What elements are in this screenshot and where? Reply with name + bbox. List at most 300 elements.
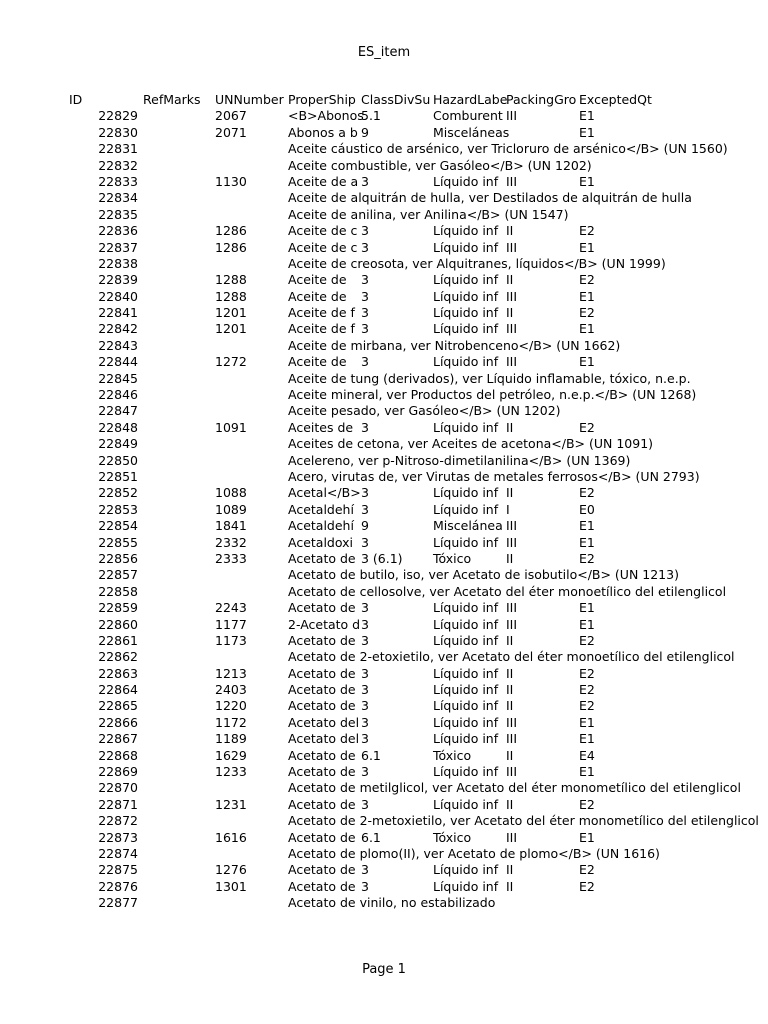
cell-id: 22876 <box>98 878 138 894</box>
cell-exceptedqty: E1 <box>579 731 595 747</box>
cell-classdivsub: 6.1 <box>361 829 381 845</box>
cell-propership: Acelereno, ver p-Nitroso-dimetilanilina</B> (UN 1369) <box>288 452 631 468</box>
cell-unnumber: 1288 <box>215 272 247 288</box>
table-row <box>0 305 768 321</box>
table-row <box>0 879 768 895</box>
cell-id: 22829 <box>98 108 138 124</box>
table-row <box>0 403 768 419</box>
cell-exceptedqty: E2 <box>579 682 595 698</box>
table-row <box>0 617 768 633</box>
cell-exceptedqty: E2 <box>579 419 595 435</box>
cell-classdivsub: 3 <box>361 665 369 681</box>
table-row <box>0 567 768 583</box>
cell-propership: Acetato de 2-metoxietilo, ver Acetato del éter monometílico del etilenglicol <box>288 813 759 829</box>
cell-exceptedqty: E1 <box>579 173 595 189</box>
cell-packinggroup: III <box>506 288 518 304</box>
cell-id: 22867 <box>98 731 138 747</box>
cell-id: 22864 <box>98 682 138 698</box>
cell-unnumber: 1130 <box>215 173 247 189</box>
cell-unnumber: 1201 <box>215 305 247 321</box>
cell-id: 22838 <box>98 255 138 271</box>
cell-unnumber: 1276 <box>215 862 247 878</box>
table-row <box>0 633 768 649</box>
cell-packinggroup: III <box>506 714 518 730</box>
cell-classdivsub: 3 <box>361 321 369 337</box>
cell-classdivsub: 3 <box>361 616 369 632</box>
cell-id: 22862 <box>98 649 138 665</box>
cell-hazardlabel: Líquido inf <box>433 288 499 304</box>
cell-packinggroup: III <box>506 600 518 616</box>
cell-propership: Acetato de cellosolve, ver Acetato del éter monoetílico del etilenglicol <box>288 583 727 599</box>
cell-propership: Acero, virutas de, ver Virutas de metales ferrosos</B> (UN 2793) <box>288 468 700 484</box>
table-row <box>0 485 768 501</box>
cell-exceptedqty: E1 <box>579 239 595 255</box>
cell-hazardlabel: Miscelánea <box>433 518 503 534</box>
cell-id: 22859 <box>98 600 138 616</box>
cell-propership: Acetato de butilo, iso, ver Acetato de isobutilo</B> (UN 1213) <box>288 567 679 583</box>
cell-unnumber: 1301 <box>215 878 247 894</box>
cell-hazardlabel: Líquido inf <box>433 616 499 632</box>
cell-classdivsub: 3 <box>361 239 369 255</box>
table-row <box>0 682 768 698</box>
table-row <box>0 141 768 157</box>
table-row <box>0 584 768 600</box>
cell-propership: Aceite de c <box>288 223 358 239</box>
header-exceptedqty: ExceptedQt <box>579 92 652 107</box>
cell-propership: Aceite de <box>288 288 347 304</box>
cell-hazardlabel: Líquido inf <box>433 731 499 747</box>
cell-unnumber: 2243 <box>215 600 247 616</box>
cell-hazardlabel: Líquido inf <box>433 796 499 812</box>
cell-propership: <B>Abonos <box>288 108 364 124</box>
cell-id: 22837 <box>98 239 138 255</box>
cell-packinggroup: II <box>506 796 514 812</box>
cell-packinggroup: III <box>506 239 518 255</box>
header-hazardlabel: HazardLabe <box>433 92 508 107</box>
table-row <box>0 272 768 288</box>
cell-packinggroup: III <box>506 534 518 550</box>
cell-unnumber: 1288 <box>215 288 247 304</box>
cell-id: 22851 <box>98 468 138 484</box>
cell-hazardlabel: Líquido inf <box>433 862 499 878</box>
cell-id: 22840 <box>98 288 138 304</box>
cell-hazardlabel: Líquido inf <box>433 321 499 337</box>
cell-exceptedqty: E2 <box>579 305 595 321</box>
cell-id: 22845 <box>98 370 138 386</box>
document-title: ES_item <box>357 45 411 60</box>
table-row <box>0 715 768 731</box>
cell-id: 22875 <box>98 862 138 878</box>
cell-hazardlabel: Líquido inf <box>433 305 499 321</box>
table-row <box>0 125 768 141</box>
cell-classdivsub: 3 <box>361 419 369 435</box>
cell-exceptedqty: E1 <box>579 829 595 845</box>
cell-classdivsub: 3 <box>361 485 369 501</box>
cell-unnumber: 1841 <box>215 518 247 534</box>
cell-unnumber: 1172 <box>215 714 247 730</box>
table-row <box>0 256 768 272</box>
cell-id: 22857 <box>98 567 138 583</box>
cell-unnumber: 1089 <box>215 501 247 517</box>
cell-classdivsub: 3 <box>361 501 369 517</box>
table-row <box>0 797 768 813</box>
cell-id: 22868 <box>98 747 138 763</box>
cell-packinggroup: II <box>506 305 514 321</box>
cell-exceptedqty: E2 <box>579 272 595 288</box>
cell-packinggroup: II <box>506 878 514 894</box>
cell-hazardlabel: Líquido inf <box>433 239 499 255</box>
cell-classdivsub: 3 <box>361 173 369 189</box>
cell-packinggroup: II <box>506 419 514 435</box>
cell-id: 22833 <box>98 173 138 189</box>
cell-propership: Aceite de tung (derivados), ver Líquido inflamable, tóxico, n.e.p. <box>288 370 691 386</box>
cell-id: 22858 <box>98 583 138 599</box>
cell-packinggroup: II <box>506 682 514 698</box>
table-row <box>0 830 768 846</box>
cell-propership: Abonos a b <box>288 124 358 140</box>
cell-id: 22863 <box>98 665 138 681</box>
item-table <box>0 92 768 912</box>
cell-exceptedqty: E2 <box>579 665 595 681</box>
cell-classdivsub: 6.1 <box>361 747 381 763</box>
cell-propership: Acetal</B> <box>288 485 361 501</box>
cell-hazardlabel: Líquido inf <box>433 698 499 714</box>
cell-exceptedqty: E1 <box>579 288 595 304</box>
cell-propership: Aceite pesado, ver Gasóleo</B> (UN 1202) <box>288 403 561 419</box>
cell-propership: Acetato de <box>288 764 356 780</box>
cell-classdivsub: 3 <box>361 223 369 239</box>
cell-propership: Acetato de plomo(II), ver Acetato de plomo</B> (UN 1616) <box>288 845 660 861</box>
cell-unnumber: 2332 <box>215 534 247 550</box>
cell-exceptedqty: E2 <box>579 862 595 878</box>
cell-packinggroup: III <box>506 108 518 124</box>
cell-unnumber: 1272 <box>215 354 247 370</box>
cell-exceptedqty: E1 <box>579 714 595 730</box>
cell-classdivsub: 3 <box>361 731 369 747</box>
cell-propership: Aceite de alquitrán de hulla, ver Destilados de alquitrán de hulla <box>288 190 692 206</box>
header-unnumber: UNNumber <box>215 92 284 107</box>
cell-propership: Acetato de <box>288 600 356 616</box>
cell-propership: Acetaldehí <box>288 518 354 534</box>
cell-packinggroup: II <box>506 698 514 714</box>
cell-id: 22877 <box>98 895 138 911</box>
cell-id: 22846 <box>98 387 138 403</box>
header-propership: ProperShip <box>288 92 356 107</box>
cell-id: 22844 <box>98 354 138 370</box>
cell-propership: Acetato de 2-etoxietilo, ver Acetato del éter monoetílico del etilenglicol <box>288 649 735 665</box>
table-header-row <box>0 92 768 108</box>
cell-id: 22874 <box>98 845 138 861</box>
table-row <box>0 764 768 780</box>
cell-propership: Acetato del <box>288 714 360 730</box>
cell-id: 22843 <box>98 337 138 353</box>
cell-hazardlabel: Líquido inf <box>433 878 499 894</box>
header-packinggroup: PackingGro <box>506 92 577 107</box>
table-row <box>0 748 768 764</box>
cell-exceptedqty: E1 <box>579 321 595 337</box>
cell-id: 22872 <box>98 813 138 829</box>
table-row <box>0 453 768 469</box>
cell-packinggroup: I <box>506 501 510 517</box>
cell-id: 22834 <box>98 190 138 206</box>
cell-unnumber: 2071 <box>215 124 247 140</box>
cell-propership: Aceites de cetona, ver Aceites de acetona</B> (UN 1091) <box>288 436 654 452</box>
cell-propership: Aceite de <box>288 354 347 370</box>
header-id: ID <box>69 92 83 107</box>
cell-hazardlabel: Líquido inf <box>433 223 499 239</box>
cell-packinggroup: III <box>506 616 518 632</box>
cell-id: 22860 <box>98 616 138 632</box>
table-row <box>0 666 768 682</box>
cell-unnumber: 1286 <box>215 223 247 239</box>
cell-exceptedqty: E1 <box>579 354 595 370</box>
cell-propership: Acetato de <box>288 796 356 812</box>
cell-classdivsub: 3 <box>361 698 369 714</box>
cell-propership: Aceite de anilina, ver Anilina</B> (UN 1547) <box>288 206 569 222</box>
cell-unnumber: 1177 <box>215 616 247 632</box>
cell-hazardlabel: Líquido inf <box>433 764 499 780</box>
cell-exceptedqty: E2 <box>579 632 595 648</box>
cell-propership: Acetato de <box>288 747 356 763</box>
cell-id: 22865 <box>98 698 138 714</box>
cell-unnumber: 1201 <box>215 321 247 337</box>
cell-packinggroup: II <box>506 632 514 648</box>
table-row <box>0 207 768 223</box>
table-row <box>0 469 768 485</box>
cell-packinggroup: II <box>506 550 514 566</box>
table-row <box>0 600 768 616</box>
table-row <box>0 108 768 124</box>
cell-exceptedqty: E2 <box>579 485 595 501</box>
cell-id: 22870 <box>98 780 138 796</box>
cell-hazardlabel: Líquido inf <box>433 632 499 648</box>
cell-classdivsub: 3 <box>361 796 369 812</box>
cell-packinggroup: II <box>506 485 514 501</box>
cell-exceptedqty: E0 <box>579 501 595 517</box>
cell-propership: Aceite de f <box>288 305 355 321</box>
cell-id: 22848 <box>98 419 138 435</box>
cell-exceptedqty: E1 <box>579 124 595 140</box>
cell-hazardlabel: Tóxico <box>433 550 472 566</box>
cell-exceptedqty: E1 <box>579 616 595 632</box>
cell-packinggroup: III <box>506 321 518 337</box>
cell-unnumber: 2333 <box>215 550 247 566</box>
table-row <box>0 518 768 534</box>
cell-classdivsub: 3 <box>361 764 369 780</box>
cell-packinggroup: III <box>506 731 518 747</box>
header-classdivsub: ClassDivSu <box>361 92 431 107</box>
cell-packinggroup: III <box>506 518 518 534</box>
cell-id: 22831 <box>98 141 138 157</box>
cell-packinggroup: III <box>506 764 518 780</box>
cell-hazardlabel: Tóxico <box>433 747 472 763</box>
cell-propership: Acetato de <box>288 632 356 648</box>
cell-unnumber: 1231 <box>215 796 247 812</box>
cell-propership: Acetato de <box>288 682 356 698</box>
cell-propership: Acetato de <box>288 829 356 845</box>
cell-unnumber: 1189 <box>215 731 247 747</box>
cell-classdivsub: 3 <box>361 862 369 878</box>
cell-hazardlabel: Líquido inf <box>433 173 499 189</box>
cell-classdivsub: 3 <box>361 534 369 550</box>
cell-exceptedqty: E2 <box>579 878 595 894</box>
cell-hazardlabel: Comburent <box>433 108 503 124</box>
cell-hazardlabel: Líquido inf <box>433 419 499 435</box>
cell-id: 22852 <box>98 485 138 501</box>
cell-id: 22853 <box>98 501 138 517</box>
cell-propership: Acetato de <box>288 698 356 714</box>
cell-hazardlabel: Misceláneas <box>433 124 510 140</box>
cell-packinggroup: III <box>506 829 518 845</box>
cell-id: 22832 <box>98 157 138 173</box>
cell-classdivsub: 3 <box>361 714 369 730</box>
cell-id: 22854 <box>98 518 138 534</box>
cell-id: 22871 <box>98 796 138 812</box>
cell-hazardlabel: Líquido inf <box>433 485 499 501</box>
table-row <box>0 551 768 567</box>
table-row <box>0 338 768 354</box>
cell-propership: Acetato de <box>288 878 356 894</box>
table-row <box>0 354 768 370</box>
cell-hazardlabel: Líquido inf <box>433 714 499 730</box>
table-row <box>0 698 768 714</box>
cell-id: 22847 <box>98 403 138 419</box>
page-number: Page 1 <box>362 962 406 977</box>
cell-propership: Aceite cáustico de arsénico, ver Tricloruro de arsénico</B> (UN 1560) <box>288 141 728 157</box>
cell-exceptedqty: E1 <box>579 518 595 534</box>
cell-packinggroup: III <box>506 173 518 189</box>
cell-classdivsub: 3 <box>361 272 369 288</box>
cell-unnumber: 1220 <box>215 698 247 714</box>
cell-classdivsub: 9 <box>361 518 369 534</box>
table-row <box>0 649 768 665</box>
table-row <box>0 321 768 337</box>
cell-propership: Aceite de <box>288 272 347 288</box>
table-row <box>0 223 768 239</box>
cell-classdivsub: 3 <box>361 878 369 894</box>
table-row <box>0 731 768 747</box>
cell-classdivsub: 3 <box>361 305 369 321</box>
table-row <box>0 502 768 518</box>
table-row <box>0 780 768 796</box>
cell-packinggroup: II <box>506 223 514 239</box>
table-row <box>0 862 768 878</box>
cell-propership: Acetato del <box>288 731 360 747</box>
cell-classdivsub: 5.1 <box>361 108 381 124</box>
cell-hazardlabel: Líquido inf <box>433 354 499 370</box>
cell-id: 22866 <box>98 714 138 730</box>
cell-exceptedqty: E1 <box>579 764 595 780</box>
table-row <box>0 813 768 829</box>
cell-propership: Aceite mineral, ver Productos del petróleo, n.e.p.</B> (UN 1268) <box>288 387 697 403</box>
cell-id: 22835 <box>98 206 138 222</box>
cell-unnumber: 1088 <box>215 485 247 501</box>
cell-propership: Acetato de vinilo, no estabilizado <box>288 895 496 911</box>
cell-id: 22830 <box>98 124 138 140</box>
cell-exceptedqty: E4 <box>579 747 595 763</box>
cell-unnumber: 2403 <box>215 682 247 698</box>
cell-packinggroup: II <box>506 862 514 878</box>
cell-id: 22850 <box>98 452 138 468</box>
table-row <box>0 289 768 305</box>
cell-classdivsub: 3 <box>361 682 369 698</box>
cell-id: 22861 <box>98 632 138 648</box>
cell-exceptedqty: E2 <box>579 223 595 239</box>
cell-packinggroup: II <box>506 747 514 763</box>
cell-packinggroup: II <box>506 272 514 288</box>
cell-propership: Acetato de metilglicol, ver Acetato del éter monometílico del etilenglicol <box>288 780 741 796</box>
cell-id: 22856 <box>98 550 138 566</box>
cell-propership: Acetaldehí <box>288 501 354 517</box>
table-row <box>0 371 768 387</box>
table-row <box>0 387 768 403</box>
table-row <box>0 420 768 436</box>
cell-classdivsub: 3 <box>361 632 369 648</box>
table-row <box>0 240 768 256</box>
cell-id: 22855 <box>98 534 138 550</box>
cell-id: 22841 <box>98 305 138 321</box>
cell-unnumber: 2067 <box>215 108 247 124</box>
cell-exceptedqty: E2 <box>579 550 595 566</box>
cell-unnumber: 1213 <box>215 665 247 681</box>
cell-hazardlabel: Líquido inf <box>433 682 499 698</box>
cell-classdivsub: 9 <box>361 124 369 140</box>
table-row <box>0 895 768 911</box>
cell-unnumber: 1616 <box>215 829 247 845</box>
cell-propership: Aceites de <box>288 419 354 435</box>
header-refmarks: RefMarks <box>143 92 201 107</box>
cell-propership: Aceite de mirbana, ver Nitrobenceno</B> (UN 1662) <box>288 337 621 353</box>
table-row <box>0 174 768 190</box>
cell-packinggroup: III <box>506 354 518 370</box>
cell-propership: Acetato de <box>288 665 356 681</box>
cell-unnumber: 1629 <box>215 747 247 763</box>
cell-propership: Aceite de creosota, ver Alquitranes, líquidos</B> (UN 1999) <box>288 255 666 271</box>
cell-classdivsub: 3 <box>361 600 369 616</box>
cell-propership: Aceite de c <box>288 239 358 255</box>
table-body <box>0 108 768 911</box>
cell-unnumber: 1091 <box>215 419 247 435</box>
table-row <box>0 190 768 206</box>
cell-exceptedqty: E2 <box>579 796 595 812</box>
cell-exceptedqty: E1 <box>579 534 595 550</box>
table-row <box>0 436 768 452</box>
cell-classdivsub: 3 <box>361 288 369 304</box>
cell-exceptedqty: E2 <box>579 698 595 714</box>
cell-unnumber: 1233 <box>215 764 247 780</box>
cell-id: 22842 <box>98 321 138 337</box>
cell-propership: Aceite de f <box>288 321 355 337</box>
cell-id: 22839 <box>98 272 138 288</box>
cell-hazardlabel: Líquido inf <box>433 501 499 517</box>
cell-propership: Acetaldoxi <box>288 534 353 550</box>
cell-id: 22873 <box>98 829 138 845</box>
cell-exceptedqty: E1 <box>579 108 595 124</box>
cell-unnumber: 1286 <box>215 239 247 255</box>
cell-classdivsub: 3 <box>361 354 369 370</box>
cell-hazardlabel: Líquido inf <box>433 600 499 616</box>
cell-hazardlabel: Líquido inf <box>433 272 499 288</box>
cell-id: 22849 <box>98 436 138 452</box>
cell-exceptedqty: E1 <box>579 600 595 616</box>
cell-id: 22836 <box>98 223 138 239</box>
cell-propership: Aceite de a <box>288 173 359 189</box>
cell-classdivsub: 3 (6.1) <box>361 550 403 566</box>
cell-propership: 2-Acetato d <box>288 616 361 632</box>
table-row <box>0 846 768 862</box>
cell-propership: Acetato de <box>288 862 356 878</box>
cell-packinggroup: II <box>506 665 514 681</box>
